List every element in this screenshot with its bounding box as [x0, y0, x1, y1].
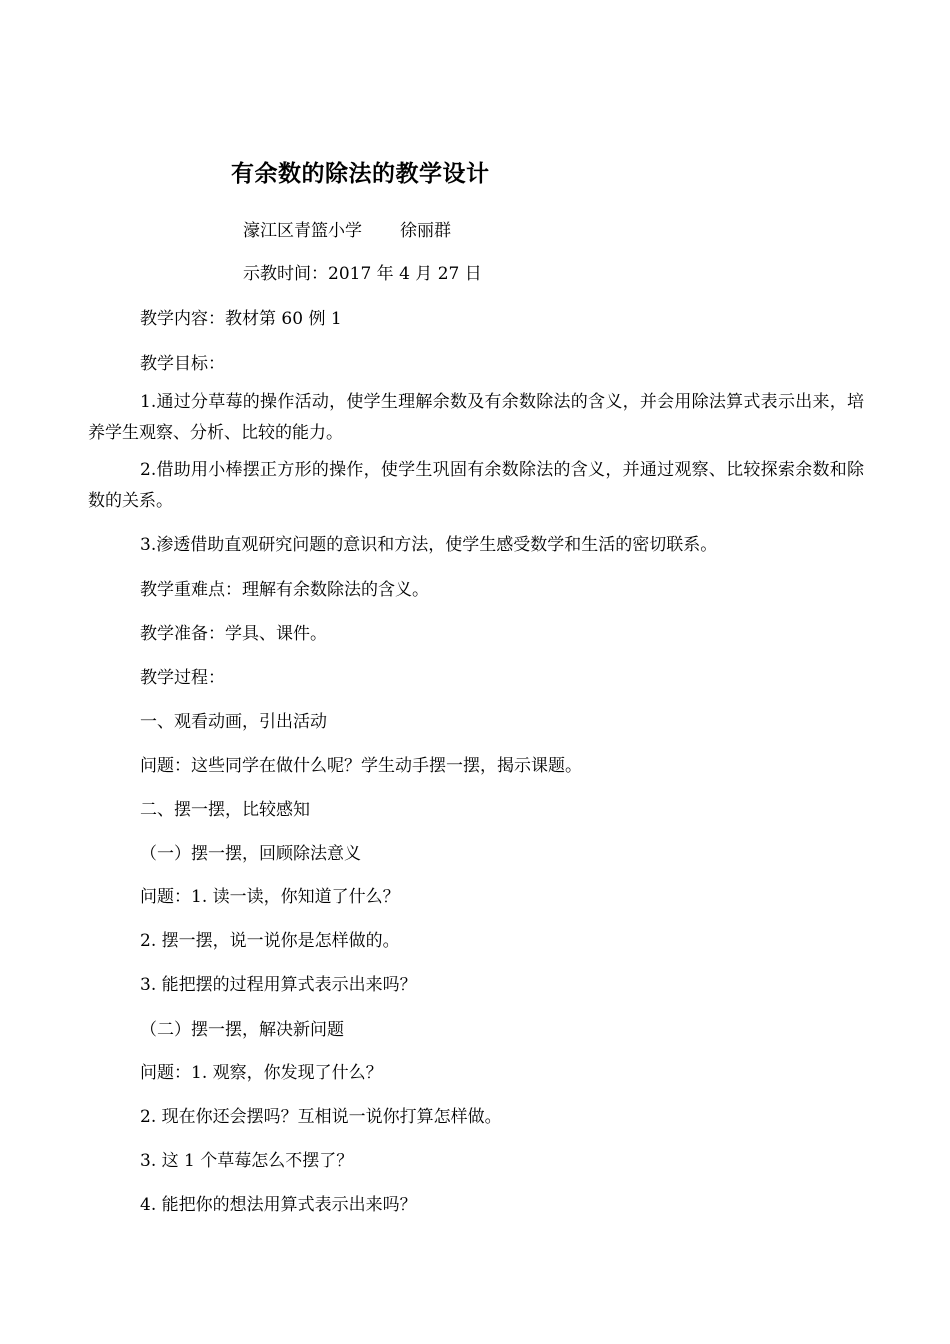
subsection-2-question-3: 3. 这 1 个草莓怎么不摆了？	[140, 1151, 354, 1171]
subsection-1-question-1: 问题：1. 读一读，你知道了什么？	[140, 887, 400, 907]
subsection-1-heading: （一）摆一摆，回顾除法意义	[140, 844, 361, 864]
subsection-2-question-1: 问题：1. 观察，你发现了什么？	[140, 1063, 383, 1083]
subsection-1-question-2: 2. 摆一摆，说一说你是怎样做的。	[140, 931, 400, 951]
subsection-2-question-4: 4. 能把你的想法用算式表示出来吗？	[140, 1195, 417, 1215]
section-2-heading: 二、摆一摆，比较感知	[140, 800, 310, 820]
teaching-preparation: 教学准备：学具、课件。	[140, 624, 327, 644]
process-heading: 教学过程：	[140, 668, 225, 688]
teaching-content: 教学内容：教材第 60 例 1	[140, 309, 342, 329]
objective-1: 1.通过分草莓的操作活动，使学生理解余数及有余数除法的含义，并会用除法算式表示出来，培养学生观察、分析、比较的能力。	[88, 392, 864, 443]
subsection-2-heading: （二）摆一摆，解决新问题	[140, 1020, 344, 1040]
objectives-heading: 教学目标：	[140, 354, 225, 374]
section-1-question: 问题：这些同学在做什么呢？学生动手摆一摆，揭示课题。	[140, 756, 582, 776]
subsection-1-question-3: 3. 能把摆的过程用算式表示出来吗？	[140, 975, 417, 995]
author-line	[243, 216, 451, 241]
subsection-2-question-2: 2. 现在你还会摆吗？互相说一说你打算怎样做。	[140, 1107, 502, 1127]
school-name: 濠江区青篮小学	[243, 221, 362, 241]
document-title: 有余数的除法的教学设计	[231, 160, 490, 187]
teaching-date: 示教时间：2017 年 4 月 27 日	[243, 264, 482, 284]
author-name: 徐丽群	[400, 221, 451, 241]
objective-2: 2.借助用小棒摆正方形的操作，使学生巩固有余数除法的含义，并通过观察、比较探索余数和除数的关系。	[88, 460, 864, 511]
section-1-heading: 一、观看动画，引出活动	[140, 712, 327, 732]
key-point: 教学重难点：理解有余数除法的含义。	[140, 580, 429, 600]
objective-3: 3.渗透借助直观研究问题的意识和方法，使学生感受数学和生活的密切联系。	[140, 535, 718, 555]
